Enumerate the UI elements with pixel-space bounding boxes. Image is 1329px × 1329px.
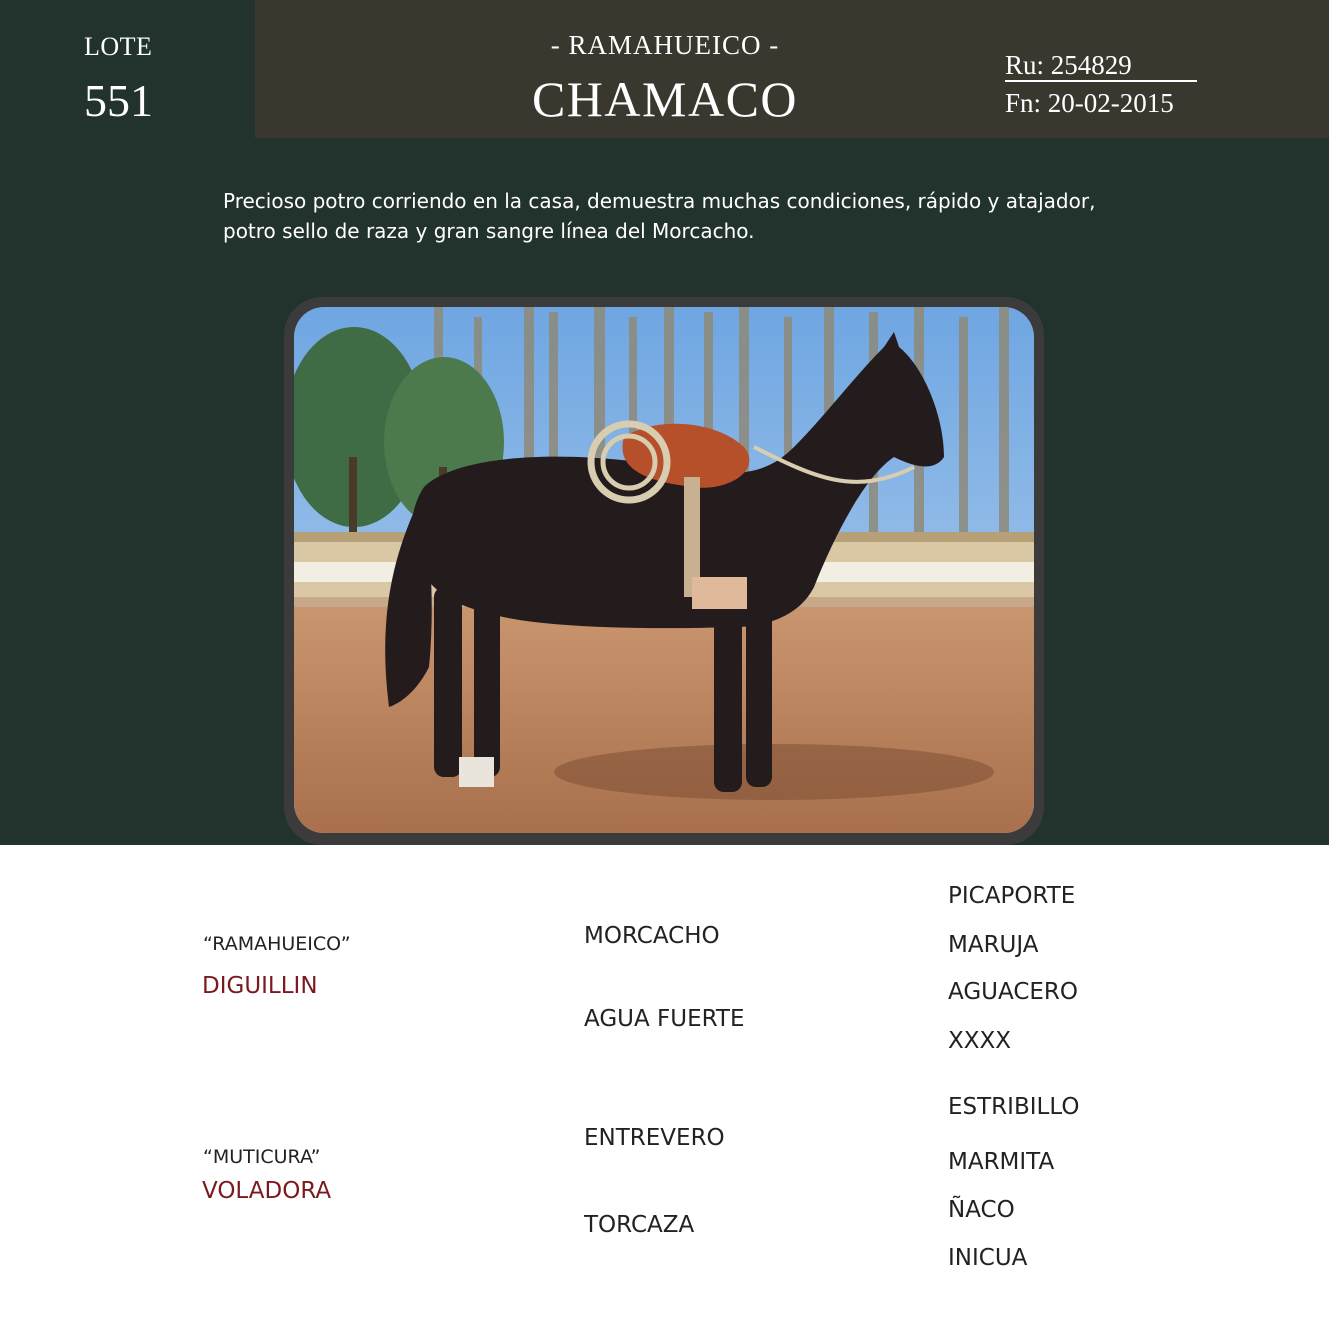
grandparent: ENTREVERO xyxy=(584,1125,725,1151)
great-grandparent: MARUJA xyxy=(948,932,1039,958)
great-grandparent: XXXX xyxy=(948,1028,1012,1054)
grandparent: TORCAZA xyxy=(584,1212,695,1238)
registry-number: Ru: 254829 xyxy=(1005,50,1197,82)
grandparent: AGUA FUERTE xyxy=(584,1006,745,1032)
great-grandparent: AGUACERO xyxy=(948,979,1078,1005)
sire-name: DIGUILLIN xyxy=(202,973,318,999)
birth-date: Fn: 20-02-2015 xyxy=(1005,88,1174,118)
lot-number: 551 xyxy=(84,75,153,126)
grandparent: MORCACHO xyxy=(584,923,720,949)
great-grandparent: ÑACO xyxy=(948,1197,1015,1223)
breeder-name: - RAMAHUEICO - xyxy=(550,30,780,60)
great-grandparent: PICAPORTE xyxy=(948,883,1076,909)
lot-label: LOTE xyxy=(84,32,153,61)
great-grandparent: MARMITA xyxy=(948,1149,1055,1175)
horse-photo xyxy=(294,307,1034,833)
great-grandparent: ESTRIBILLO xyxy=(948,1094,1080,1120)
great-grandparent: INICUA xyxy=(948,1245,1028,1271)
dam-name: VOLADORA xyxy=(202,1178,332,1204)
horse-description: Precioso potro corriendo en la casa, demuestra muchas condiciones, rápido y atajador, potro sello de raza y gran sangre línea del Morcacho. xyxy=(223,189,1096,243)
horse-name: CHAMACO xyxy=(531,71,799,127)
photo-frame xyxy=(284,297,1044,845)
sire-breeder: “RAMAHUEICO” xyxy=(203,933,351,955)
dam-breeder: “MUTICURA” xyxy=(203,1146,321,1168)
